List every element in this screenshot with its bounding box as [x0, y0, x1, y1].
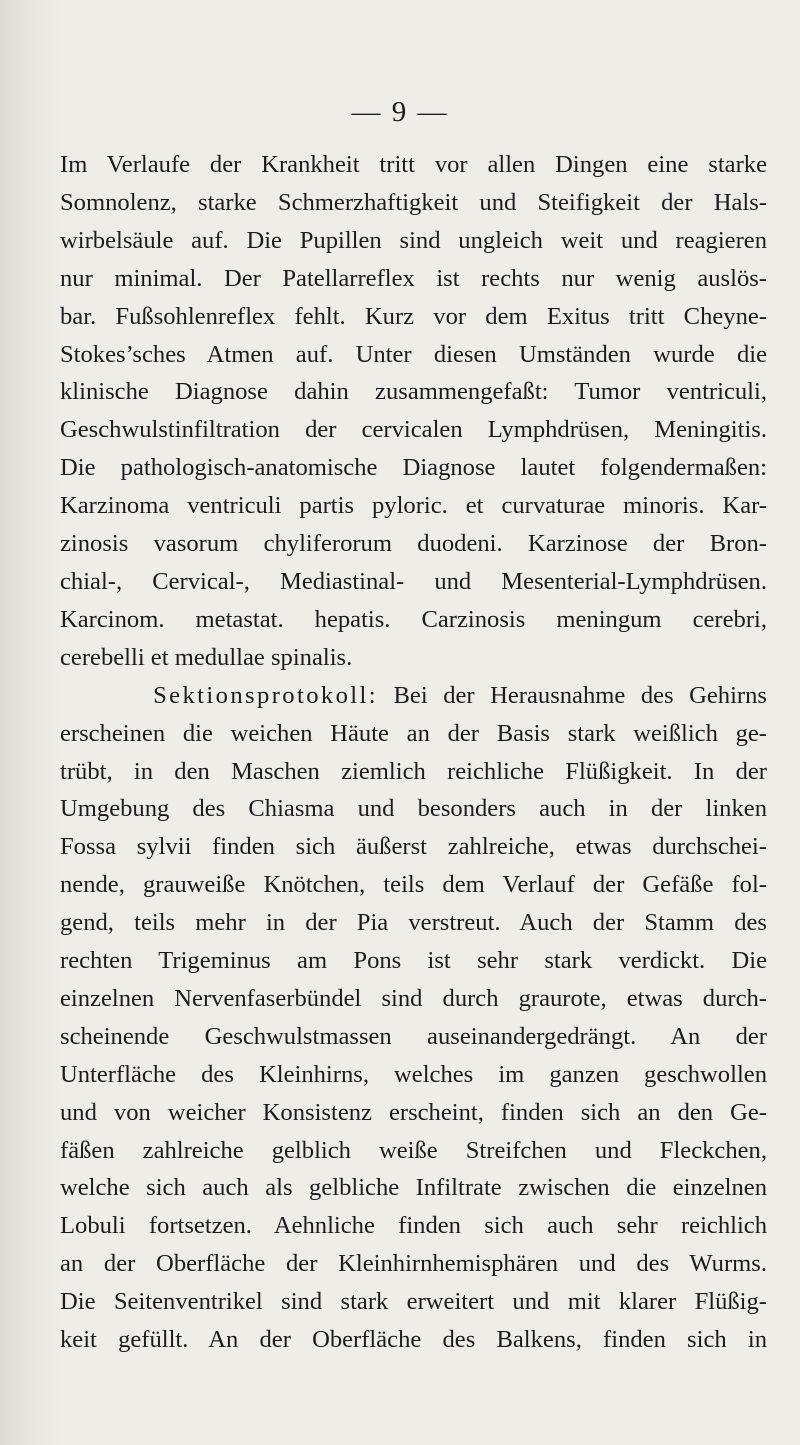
text-line: Die Seitenventrikel sind stark erweitert und mit klarer Flüßig-	[60, 1288, 767, 1316]
text-line: chial-, Cervical-, Mediastinal- und Mesenterial-Lymphdrüsen.	[60, 567, 767, 595]
text-line: trübt, in den Maschen ziemlich reichliche Flüßigkeit. In der	[60, 757, 767, 785]
text-line: Lobuli fortsetzen. Aehnliche finden sich auch sehr reichlich	[60, 1212, 767, 1240]
protocol-first-line-rest: Bei der Herausnahme des Gehirns	[393, 681, 767, 709]
text-line: Fossa sylvii finden sich äußerst zahlreiche, etwas durchschei-	[60, 833, 767, 861]
text-line: welche sich auch als gelbliche Infiltrate zwischen die einzelnen	[60, 1174, 767, 1202]
text-line: einzelnen Nervenfaserbündel sind durch graurote, etwas durch-	[60, 984, 767, 1012]
text-line: Die pathologisch-anatomische Diagnose lautet folgendermaßen:	[60, 454, 767, 482]
page-number: — 9 —	[351, 96, 449, 128]
text-line: rechten Trigeminus am Pons ist sehr stark verdickt. Die	[60, 947, 767, 975]
text-line: klinische Diagnose dahin zusammengefaßt: Tumor ventriculi,	[60, 378, 767, 406]
text-line: gend, teils mehr in der Pia verstreut. Auch der Stamm des	[60, 909, 767, 937]
text-line: Karzinoma ventriculi partis pyloric. et curvaturae minoris. Kar-	[60, 492, 767, 520]
protocol-heading: Sektionsprotokoll:	[153, 681, 379, 709]
text-line: an der Oberfläche der Kleinhirnhemisphären und des Wurms.	[60, 1250, 767, 1278]
text-line: nende, grauweiße Knötchen, teils dem Verlauf der Gefäße fol-	[60, 871, 767, 899]
body-text	[60, 146, 767, 1359]
text-line: erscheinen die weichen Häute an der Basis stark weißlich ge-	[60, 719, 767, 747]
text-line: und von weicher Konsistenz erscheint, finden sich an den Ge-	[60, 1098, 767, 1126]
text-line: Umgebung des Chiasma und besonders auch in der linken	[60, 795, 767, 823]
text-line: Somnolenz, starke Schmerzhaftigkeit und Steifigkeit der Hals-	[60, 188, 767, 216]
text-line: nur minimal. Der Patellarreflex ist rechts nur wenig auslös-	[60, 264, 767, 292]
text-line: Unterfläche des Kleinhirns, welches im ganzen geschwollen	[60, 1060, 767, 1088]
text-line: fäßen zahlreiche gelblich weiße Streifchen und Fleckchen,	[60, 1136, 767, 1164]
text-line: scheinende Geschwulstmassen auseinandergedrängt. An der	[60, 1022, 767, 1050]
protocol-first-line	[60, 677, 767, 715]
text-line: Karcinom. metastat. hepatis. Carzinosis meningum cerebri,	[60, 605, 767, 633]
text-line: Stokes’sches Atmen auf. Unter diesen Umständen wurde die	[60, 340, 767, 368]
text-line: cerebelli et medullae spinalis.	[60, 643, 353, 671]
text-line: zinosis vasorum chyliferorum duodeni. Karzinose der Bron-	[60, 530, 767, 558]
text-line: wirbelsäule auf. Die Pupillen sind ungleich weit und reagieren	[60, 226, 767, 254]
text-line: keit gefüllt. An der Oberfläche des Balkens, finden sich in	[60, 1326, 767, 1354]
text-line: Im Verlaufe der Krankheit tritt vor allen Dingen eine starke	[60, 151, 767, 178]
text-line: Geschwulstinfiltration der cervicalen Lymphdrüsen, Meningitis.	[60, 416, 767, 444]
text-line: bar. Fußsohlenreflex fehlt. Kurz vor dem Exitus tritt Cheyne-	[60, 302, 767, 330]
